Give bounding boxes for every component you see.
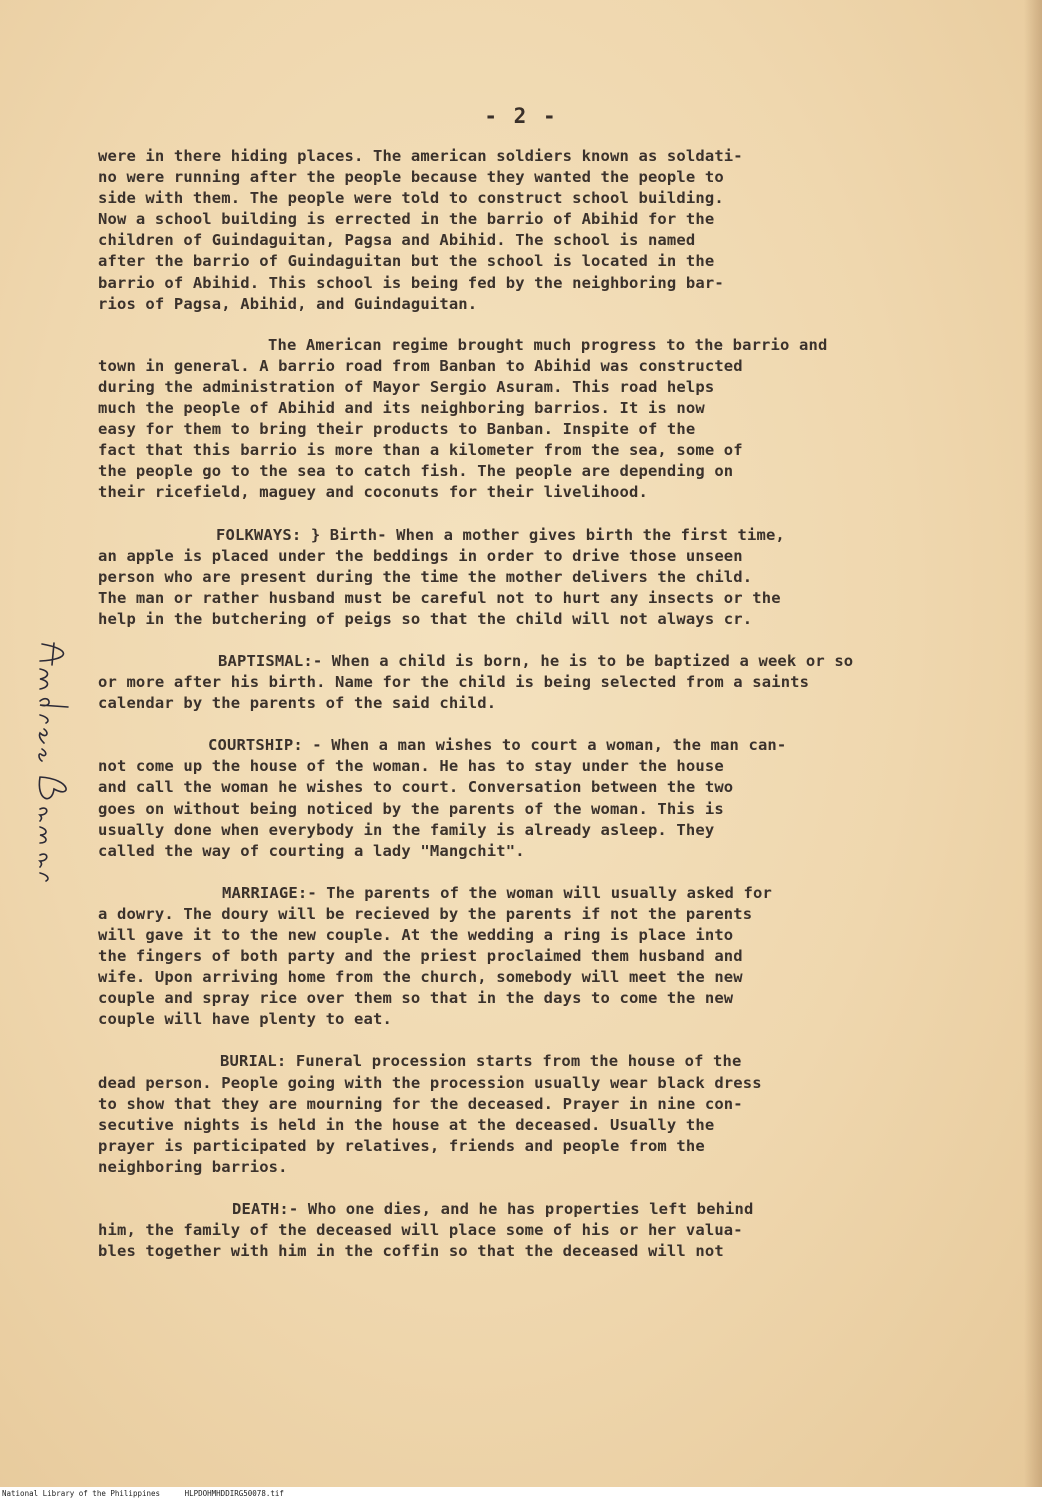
paragraph-marriage: MARRIAGE:- The parents of the woman will usually asked for a dowry. The doury will be recieved by the parents if not the parents will gave it to the new couple. At the wedding a ring is place into the fingers of both party and the priest proclaimed them husband and wife. Upon arriving home from the church, somebody will meet the new couple and spray rice over them so that in the days to come the new couple will have plenty to eat. [98, 883, 772, 1029]
paragraph-baptismal: BAPTISMAL:- When a child is born, he is to be baptized a week or so or more after his birth. Name for the child is being selected from a saints calendar by the parents of the said child. [98, 651, 854, 713]
page-edge-shadow [1024, 0, 1042, 1500]
scan-footer [0, 1487, 1042, 1500]
paragraph-folkways-birth: FOLKWAYS: } Birth- When a mother gives birth the first time, an apple is placed under the beddings in order to drive those unseen person who are present during the time the mother delivers the child. The man or rather husband must be careful not to hurt any insects or the help in the butchering of peigs so that the child will not always cr. [98, 525, 785, 628]
handwritten-signature [10, 634, 80, 904]
paragraph-death: DEATH:- Who one dies, and he has properties left behind him, the family of the deceased will place some of his or her valua- bles together with him in the coffin so that the deceased will not [98, 1200, 754, 1261]
paragraph-american-regime: The American regime brought much progress to the barrio and town in general. A barrio road from Banban to Abihid was constructed during the administration of Mayor Sergio Asuram. This road helps much the people of Abihid and its neighboring barrios. It is now easy for them to bring their products to Banban. Inspite of the fact that this barrio is more than a kilometer from the sea, some of the people go to the sea to catch fish. The people are depending on their ricefield, maguey and coconuts for their livelihood. [98, 335, 828, 502]
paragraph-courtship: COURTSHIP: - When a man wishes to court a woman, the man can- not come up the house of the woman. He has to stay under the house and call the woman he wishes to court. Conversation between the two goes on without being noticed by the parents of the woman. This is usually done when everybody in the family is already asleep. They called the way of courting a lady "Mangchit". [98, 736, 787, 860]
footer-library: National Library of the Philippines [2, 1489, 161, 1498]
paragraph-american-soldiers: were in there hiding places. The american soldiers known as soldati- no were running after the people because they wanted the people to side with them. The people were told to construct school building. Now a school building is errected in the barrio of Abihid for the children of Guindaguitan, Pagsa and Abihid. The school is named after the barrio of Guindaguitan but the school is located in the barrio of Abihid. This school is being fed by the neighboring bar- rios of Pagsa, Abihid, and Guindaguitan. [98, 147, 743, 313]
typed-body-text [98, 146, 978, 1262]
footer-file-id: HLPDOHMHDDIRG50078.tif [184, 1489, 284, 1498]
paragraph-burial: BURIAL: Funeral procession starts from the house of the dead person. People going with the procession usually wear black dress to show that they are mourning for the deceased. Prayer in nine con- secutive nights is held in the house at the deceased. Usually the prayer is participated by relatives, friends and people from the neighboring barrios. [98, 1052, 762, 1176]
page-number: - 2 - [484, 104, 558, 128]
